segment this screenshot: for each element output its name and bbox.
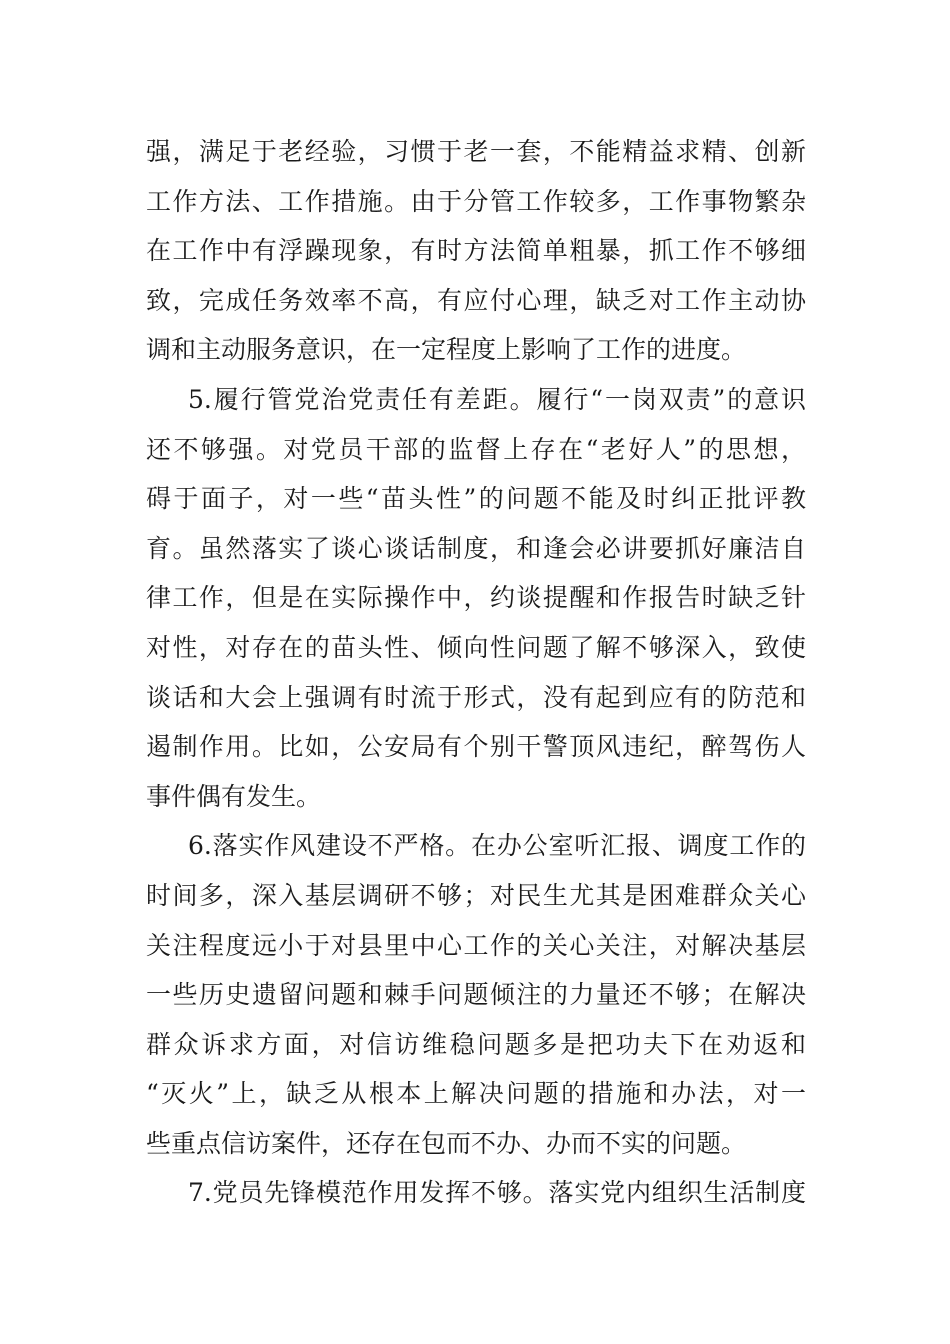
text-line: “灭火”上，缺乏从根本上解决问题的措施和办法，对一 [146,1079,806,1109]
text-line: 对性，对存在的苗头性、倾向性问题了解不够深入，致使 [146,632,806,662]
paragraph-5-heading: 5.履行管党治党责任有差距。履行“一岗双责”的意识 [188,384,806,414]
text-line: 关注程度远小于对县里中心工作的关心关注，对解决基层 [146,930,806,960]
text-line: 律工作，但是在实际操作中，约谈提醒和作报告时缺乏针 [146,583,806,613]
text-line: 群众诉求方面，对信访维稳问题多是把功夫下在劝返和 [146,1029,806,1059]
text-line: 时间多，深入基层调研不够；对民生尤其是困难群众关心 [146,880,806,910]
text-line: 一些历史遗留问题和棘手问题倾注的力量还不够；在解决 [146,980,806,1010]
text-line: 些重点信访案件，还存在包而不办、办而不实的问题。 [146,1128,747,1158]
text-line: 还不够强。对党员干部的监督上存在“老好人”的思想， [146,434,806,464]
text-line: 在工作中有浮躁现象，有时方法简单粗暴，抓工作不够细 [146,236,806,266]
body-text [146,127,806,1218]
text-line: 碍于面子，对一些“苗头性”的问题不能及时纠正批评教 [146,484,806,514]
text-line: 强，满足于老经验，习惯于老一套，不能精益求精、创新 [146,137,806,166]
text-line: 调和主动服务意识，在一定程度上影响了工作的进度。 [146,335,747,365]
paragraph-7-heading: 7.党员先锋模范作用发挥不够。落实党内组织生活制度 [188,1178,806,1208]
text-line: 致，完成任务效率不高，有应付心理，缺乏对工作主动协 [146,285,806,315]
text-line: 事件偶有发生。 [146,781,322,811]
paragraph-6-heading: 6.落实作风建设不严格。在办公室听汇报、调度工作的 [188,831,806,861]
text-line: 育。虽然落实了谈心谈话制度，和逢会必讲要抓好廉洁自 [146,533,806,563]
text-line: 遏制作用。比如，公安局有个别干警顶风违纪，醉驾伤人 [146,732,806,762]
text-line: 谈话和大会上强调有时流于形式，没有起到应有的防范和 [146,682,806,712]
text-line: 工作方法、工作措施。由于分管工作较多，工作事物繁杂 [146,186,806,216]
